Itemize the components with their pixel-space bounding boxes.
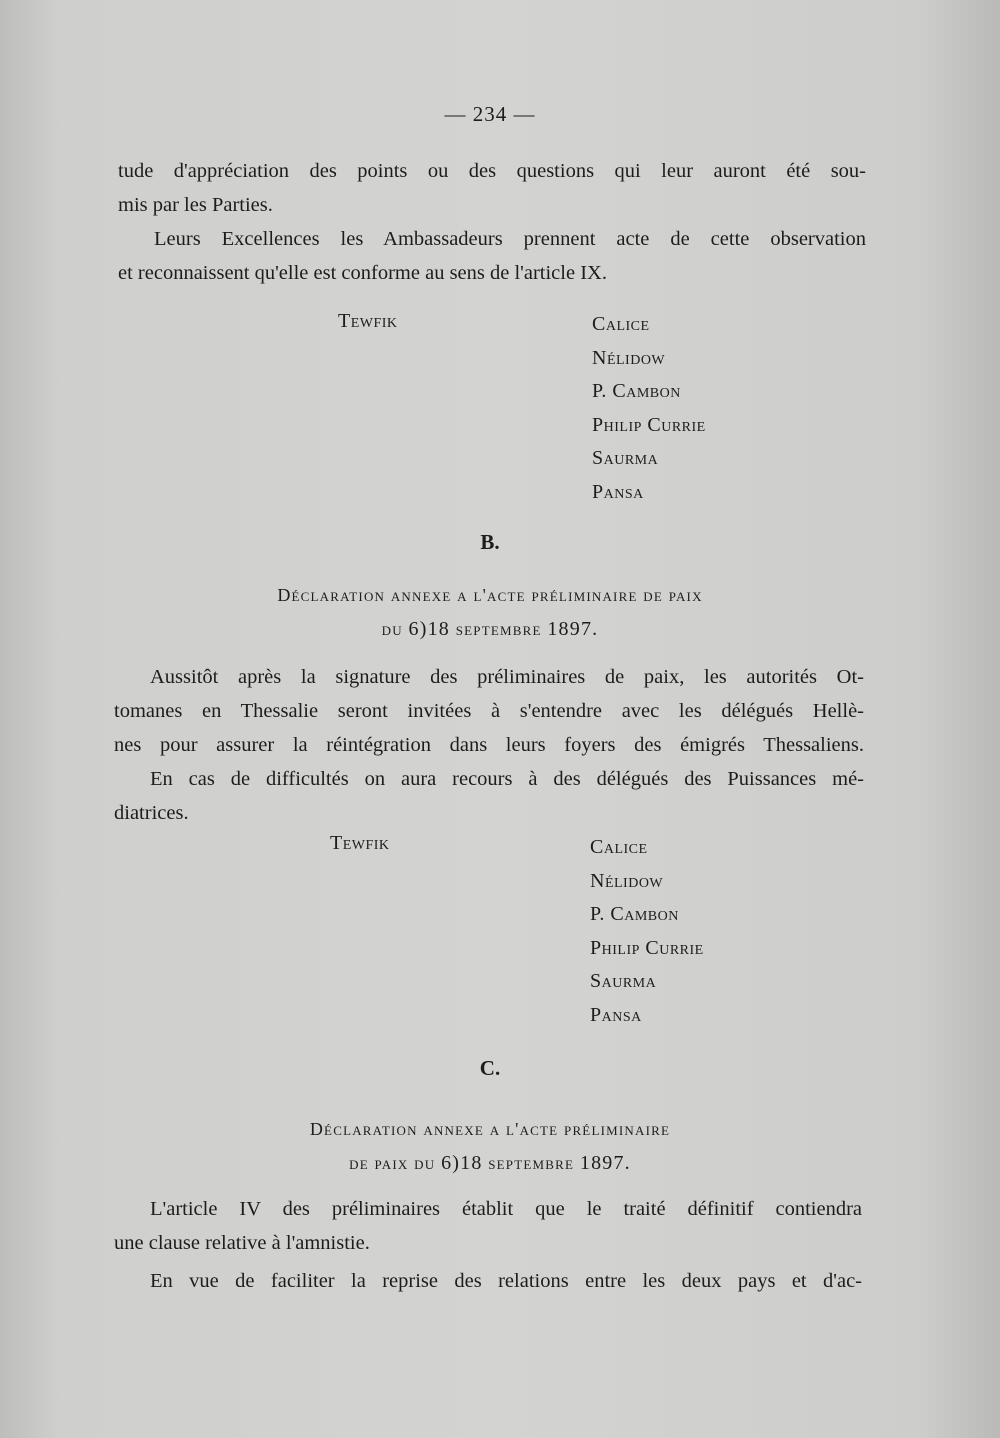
section-c-heading-month: septembre [488, 1153, 575, 1173]
page-number: — 234 — [444, 102, 536, 126]
signatory-saurma: Saurma [592, 447, 659, 470]
signatory-pansa: Pansa [590, 1003, 642, 1026]
section-c-heading-date: 6)18 [441, 1152, 483, 1174]
signature-left-a: Tewfik [338, 310, 398, 332]
signatory-currie: Philip Currie [590, 936, 704, 959]
section-b-heading-month: septembre [455, 619, 542, 639]
signatory-calice: Calice [592, 313, 650, 335]
signatory-calice: Calice [590, 836, 648, 858]
intro-para2-line-2: et reconnaissent qu'elle est conforme au sens de l'article IX. [118, 262, 607, 284]
signatory-nelidow: Nélidow [590, 869, 664, 892]
section-b-heading-date: 6)18 [408, 618, 450, 640]
section-c-heading [0, 1112, 980, 1180]
section-c-para1-line-2: une clause relative à l'amnistie. [114, 1232, 370, 1254]
signature-list-a [592, 308, 706, 510]
intro-line-1: tude d'appréciation des points ou des questions qui leur auront été sou- [118, 160, 866, 182]
section-b-para1-line-3: nes pour assurer la réintégration dans leurs foyers des émigrés Thessaliens. [114, 734, 864, 756]
section-c-heading-prefix: de paix du [349, 1153, 436, 1173]
section-b-body [114, 660, 864, 830]
signatory-currie: Philip Currie [592, 413, 706, 436]
section-b-heading [0, 578, 980, 646]
signatory-saurma: Saurma [590, 970, 657, 993]
section-b-heading-prefix: du [381, 619, 403, 639]
section-c-heading-line-1: Déclaration annexe a l'acte préliminaire [309, 1119, 671, 1139]
section-b-heading-line-2 [0, 612, 980, 646]
section-c-heading-line-2 [0, 1146, 980, 1180]
section-b-para1-line-2: tomanes en Thessalie seront invitées à s'entendre avec les délégués Hellè- [114, 700, 864, 722]
intro-block [118, 154, 866, 290]
section-b-para1-line-1: Aussitôt après la signature des préliminaires de paix, les autorités Ot- [150, 666, 864, 688]
section-c-body [114, 1192, 862, 1298]
section-b-heading-year: 1897. [547, 618, 599, 640]
section-c-letter: C. [479, 1056, 501, 1080]
intro-line-2: mis par les Parties. [118, 194, 273, 216]
signature-left-b: Tewfik [330, 832, 390, 854]
signatory-cambon: P. Cambon [592, 380, 681, 403]
section-b-para2-line-2: diatrices. [114, 802, 189, 824]
section-b-para2-line-1: En cas de difficultés on aura recours à des délégués des Puissances mé- [150, 768, 864, 790]
section-c-para1-line-1: L'article IV des préliminaires établit que le traité définitif contiendra [150, 1198, 862, 1220]
signatory-nelidow: Nélidow [592, 346, 666, 369]
signature-list-b [590, 831, 704, 1033]
signatory-cambon: P. Cambon [590, 903, 679, 926]
signatory-pansa: Pansa [592, 480, 644, 503]
section-b-letter: B. [480, 530, 500, 554]
section-c-para2-line-1: En vue de faciliter la reprise des relations entre les deux pays et d'ac- [150, 1270, 862, 1292]
intro-para2-line-1: Leurs Excellences les Ambassadeurs prennent acte de cette observation [154, 228, 866, 250]
section-c-heading-year: 1897. [579, 1152, 631, 1174]
section-b-heading-line-1: Déclaration annexe a l'acte préliminaire de paix [277, 585, 703, 605]
